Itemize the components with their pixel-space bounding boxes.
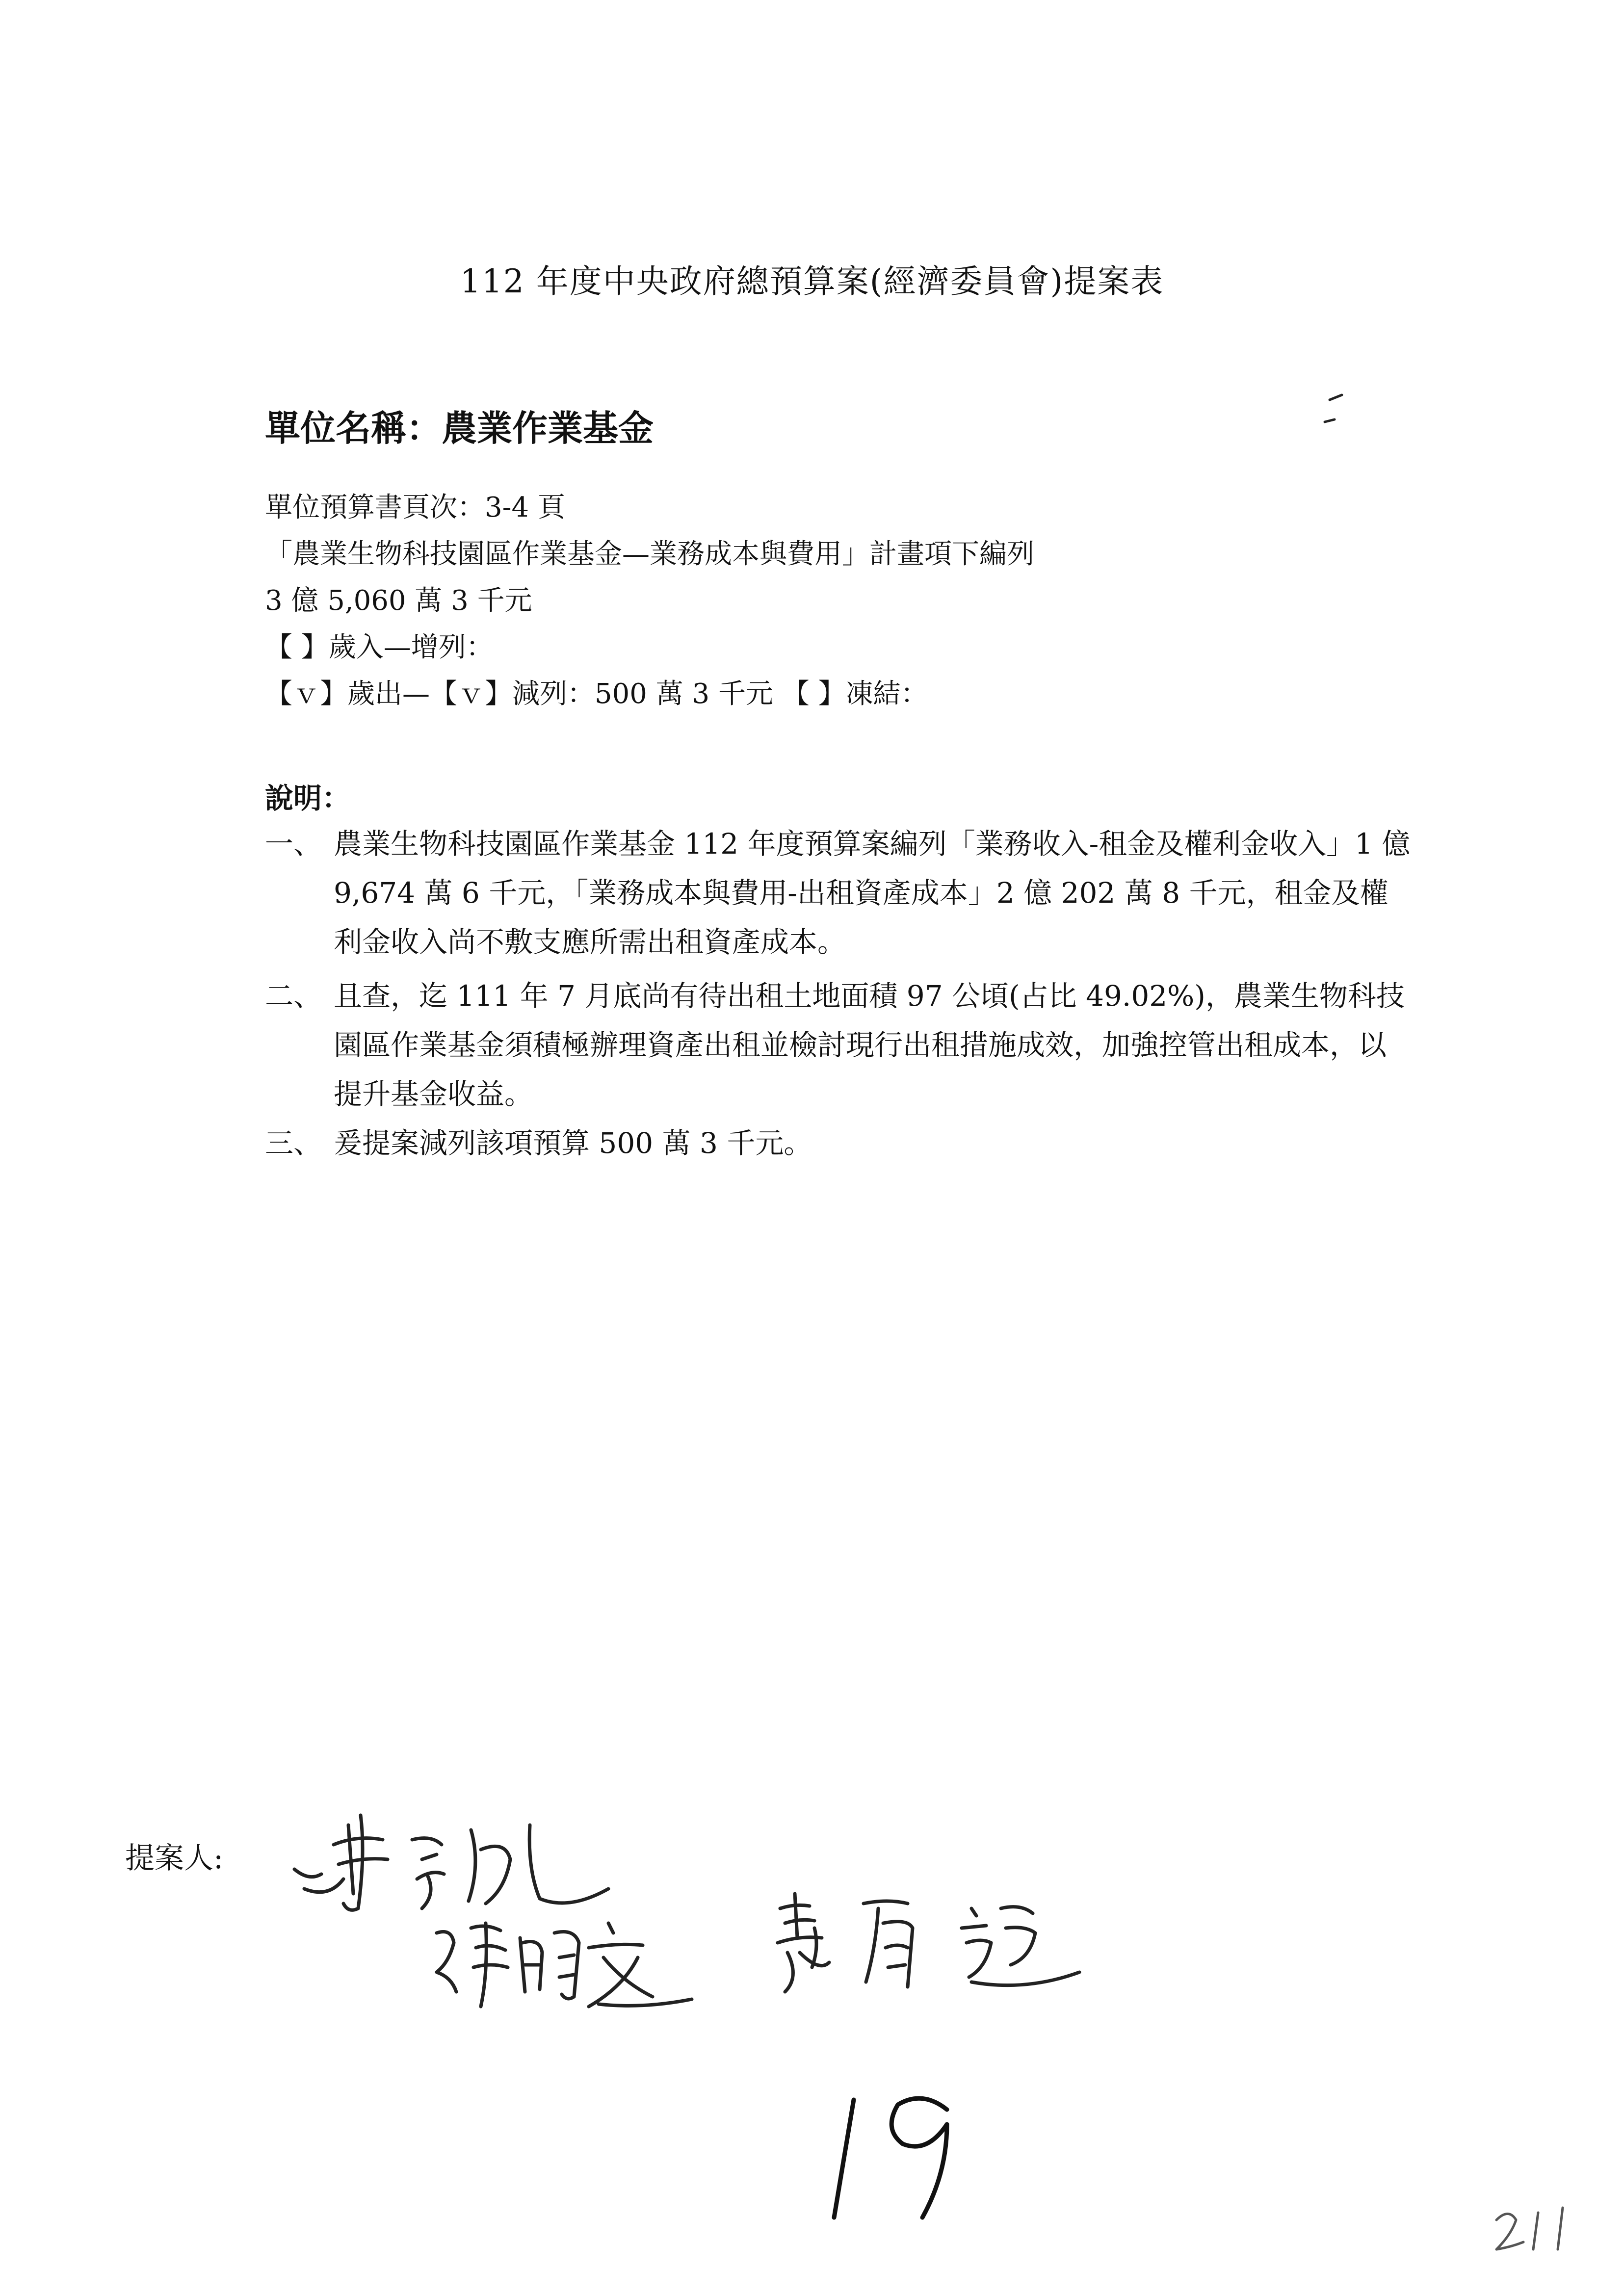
explanation-heading: 說明：: [265, 782, 351, 815]
explanation-item: [265, 1119, 1413, 1168]
budget-page-ref: 單位預算書頁次：3-4 頁: [265, 492, 565, 523]
plan-item-line: 「農業生物科技園區作業基金—業務成本與費用」計畫項下編列: [265, 538, 1034, 570]
signature-2: [427, 1904, 702, 2016]
expenditure-reduction-line: 【ｖ】歲出—【ｖ】減列：500 萬 3 千元 【 】凍結：: [265, 678, 928, 710]
document-title: 112 年度中央政府總預算案(經濟委員會)提案表: [460, 262, 1164, 300]
revenue-increase-line: 【 】歲入—增列：: [265, 631, 494, 663]
explanation-item: [265, 971, 1413, 1119]
item-text: 爰提案減列該項預算 500 萬 3 千元。: [334, 1126, 812, 1160]
item-number: 一、: [265, 827, 322, 861]
page-number-text: [814, 2253, 815, 2254]
item-number: 三、: [265, 1126, 322, 1160]
signature-1-text: [275, 1942, 276, 1943]
handwritten-page-number: [814, 2075, 981, 2234]
item-text: 農業生物科技園區作業基金 112 年度預算案編列「業務收入-租金及權利金收入」1 億 9,674 萬 6 千元，「業務成本與費用-出租資產成本」2 億 202 萬 8 千元，租金及權利金收入尚不敷支應所需出租資產成本。: [334, 827, 1411, 959]
signature-3: [765, 1879, 1109, 2002]
scan-mark: [1320, 392, 1349, 434]
item-text: 且查，迄 111 年 7 月底尚有待出租土地面積 97 公頃(占比 49.02%)，農業生物科技園區作業基金須積極辦理資產出租並檢討現行出租措施成效，加強控管出租成本，以提升基金收益。: [334, 979, 1405, 1111]
signature-2-text: [427, 2035, 428, 2036]
item-number: 二、: [265, 979, 322, 1013]
budget-amount-line: 3 億 5,060 萬 3 千元: [265, 585, 532, 617]
explanation-item: [265, 819, 1413, 966]
handwritten-corner-number: [1482, 2193, 1580, 2264]
unit-name: 單位名稱：農業作業基金: [265, 408, 654, 449]
proposer-label: 提案人:: [125, 1841, 224, 1876]
